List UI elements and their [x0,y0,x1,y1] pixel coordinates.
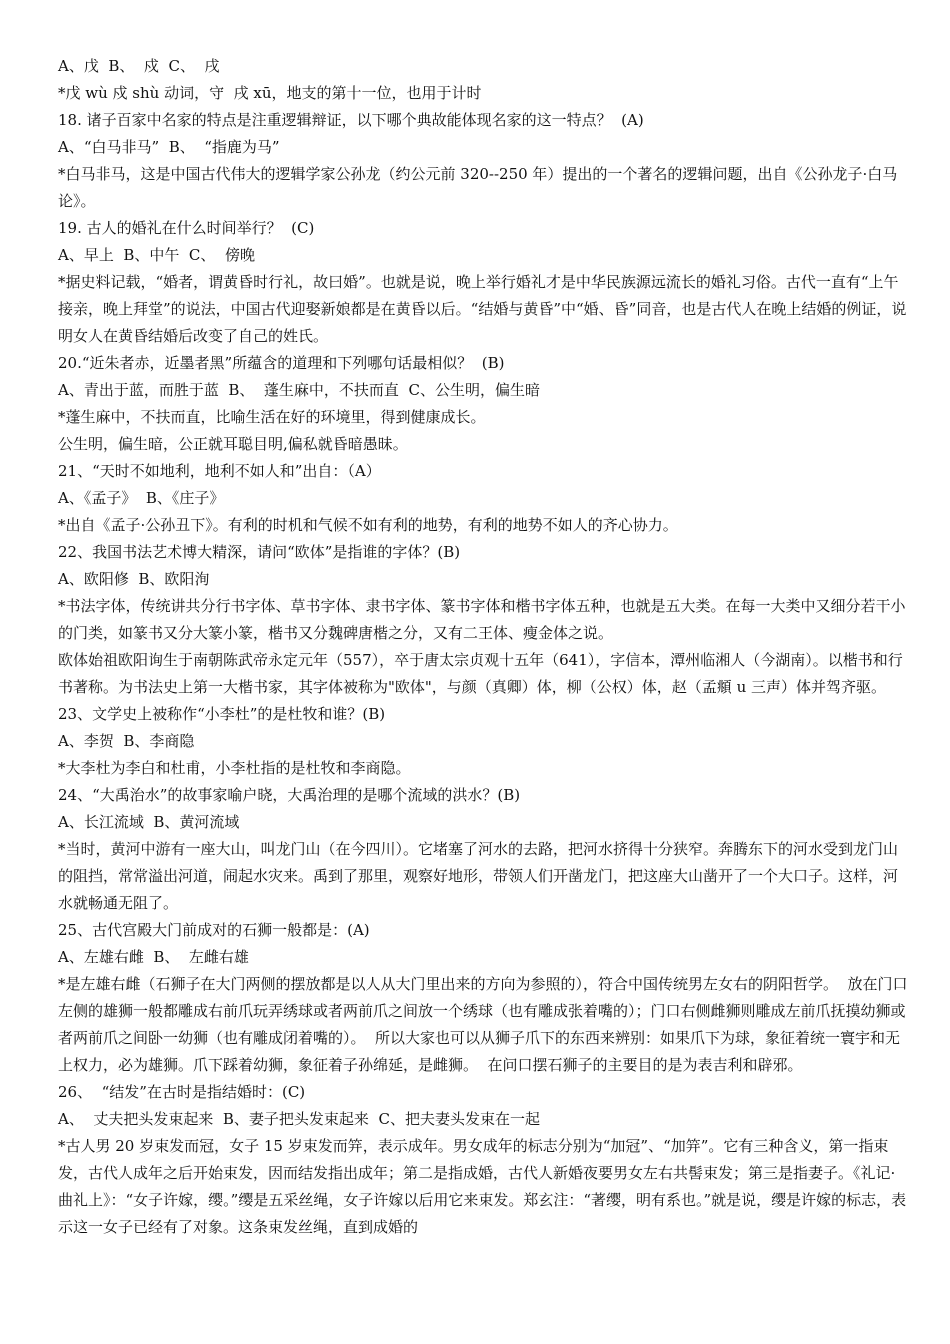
explanation-text: *据史料记载，“婚者，谓黄昏时行礼，故曰婚”。也就是说，晚上举行婚礼才是中华民族源远流长的婚礼习俗。古代一直有“上午接亲，晚上拜堂”的说法，中国古代迎娶新娘都是在黄昏以后。“结婚与黄昏”中“婚、昏”同音，也是古代人在晚上结婚的例证，说明女人在黄昏结婚后改变了自己的姓氏。 [58,273,907,345]
options-line: A、欧阳修 B、欧阳洵 [58,570,210,588]
options-line: A、左雄右雌 B、 左雌右雄 [58,948,249,966]
explanation-text: *是左雄右雌（石狮子在大门两侧的摆放都是以人从大门里出来的方向为参照的），符合中国传统男左女右的阴阳哲学。 放在门口左侧的雄狮一般都雕成右前爪玩弄绣球或者两前爪之间放一个绣球（也有雕成张着嘴的）；门口右侧雌狮则雕成左前爪抚摸幼狮或者两前爪之间卧一幼狮（也有雕成闭着嘴的）。 所以大家也可以从狮子爪下的东西来辨别：如果爪下为球，象征着统一寰宇和无上权力，必为雄狮。爪下踩着幼狮，象征着子孙绵延，是雌狮。 在问口摆石狮子的主要目的是为表吉利和辟邪。 [58,975,908,1074]
explanation-text: *出自《孟子·公孙丑下》。有利的时机和气候不如有利的地势，有利的地势不如人的齐心协力。 [58,516,678,534]
explanation-text: *蓬生麻中，不扶而直，比喻生活在好的环境里，得到健康成长。 [58,408,486,426]
question-20: 20.“近朱者赤，近墨者黑”所蕴含的道理和下列哪句话最相似？ (B) [58,354,505,372]
explanation-continuation: 欧体始祖欧阳询生于南朝陈武帝永定元年（557），卒于唐太宗贞观十五年（641），字信本，潭州临湘人（今湖南）。以楷书和行书著称。为书法史上第一大楷书家，其字体被称为"欧体"，与颜（真卿）体，柳（公权）体，赵（孟頫 u 三声）体并驾齐驱。 [58,651,903,696]
explanation-text: *白马非马，这是中国古代伟大的逻辑学家公孙龙（约公元前 320--250 年）提出的一个著名的逻辑问题，出自《公孙龙子·白马论》。 [58,165,898,210]
explanation-text: *大李杜为李白和杜甫，小李杜指的是杜牧和李商隐。 [58,759,411,777]
options-line: A、 丈夫把头发束起来 B、妻子把头发束起来 C、把夫妻头发束在一起 [58,1110,540,1128]
question-19: 19. 古人的婚礼在什么时间举行？ (C) [58,219,315,237]
question-18: 18. 诸子百家中名家的特点是注重逻辑辩证，以下哪个典故能体现名家的这一特点？ (A) [58,111,644,129]
explanation-text: *书法字体，传统讲共分行书字体、草书字体、隶书字体、篆书字体和楷书字体五种，也就是五大类。在每一大类中又细分若干小的门类，如篆书又分大篆小篆，楷书又分魏碑唐楷之分，又有二王体、瘦金体之说。 [58,597,906,642]
options-line: A、李贺 B、李商隐 [58,732,195,750]
question-26: 26、 “结发”在古时是指结婚时：(C) [58,1083,306,1101]
explanation-continuation: 公生明，偏生暗，公正就耳聪目明,偏私就昏暗愚昧。 [58,435,408,453]
question-24: 24、“大禹治水”的故事家喻户晓，大禹治理的是哪个流域的洪水？(B) [58,786,521,804]
options-line: A、早上 B、中午 C、 傍晚 [58,246,255,264]
explanation-text: *古人男 20 岁束发而冠，女子 15 岁束发而笄，表示成年。男女成年的标志分别为“加冠”、“加笄”。它有三种含义，第一指束发，古代人成年之后开始束发，因而结发指出成年；第二是指成婚，古代人新婚夜要男女左右共髻束发；第三是指妻子。《礼记·曲礼上》：“女子许嫁，缨。”缨是五采丝绳，女子许嫁以后用它来束发。郑玄注：“著缨，明有系也。”就是说，缨是许嫁的标志，表示这一女子已经有了对象。这条束发丝绳，直到成婚的 [58,1137,907,1236]
question-25: 25、古代宫殿大门前成对的石狮一般都是：(A) [58,921,370,939]
options-line: A、长江流域 B、黄河流域 [58,813,240,831]
question-23: 23、文学史上被称作“小李杜”的是杜牧和谁？(B) [58,705,386,723]
question-22: 22、我国书法艺术博大精深，请问“欧体”是指谁的字体？(B) [58,543,461,561]
options-line: A、《孟子》 B、《庄子》 [58,489,225,507]
options-line: A、“白马非马” B、 “指鹿为马” [58,138,280,156]
explanation-text: *戊 wù 戍 shù 动词，守 戌 xū，地支的第十一位，也用于计时 [58,84,482,102]
explanation-text: *当时，黄河中游有一座大山，叫龙门山（在今四川）。它堵塞了河水的去路，把河水挤得十分狭窄。奔腾东下的河水受到龙门山的阻挡，常常溢出河道，闹起水灾来。禹到了那里，观察好地形，带领人们开凿龙门，把这座大山凿开了一个大口子。这样，河水就畅通无阻了。 [58,840,899,912]
options-line: A、戊 B、 戍 C、 戌 [58,57,220,75]
question-21: 21、“天时不如地利，地利不如人和”出自：（A） [58,462,381,480]
options-line: A、青出于蓝，而胜于蓝 B、 蓬生麻中，不扶而直 C、公生明，偏生暗 [58,381,540,399]
